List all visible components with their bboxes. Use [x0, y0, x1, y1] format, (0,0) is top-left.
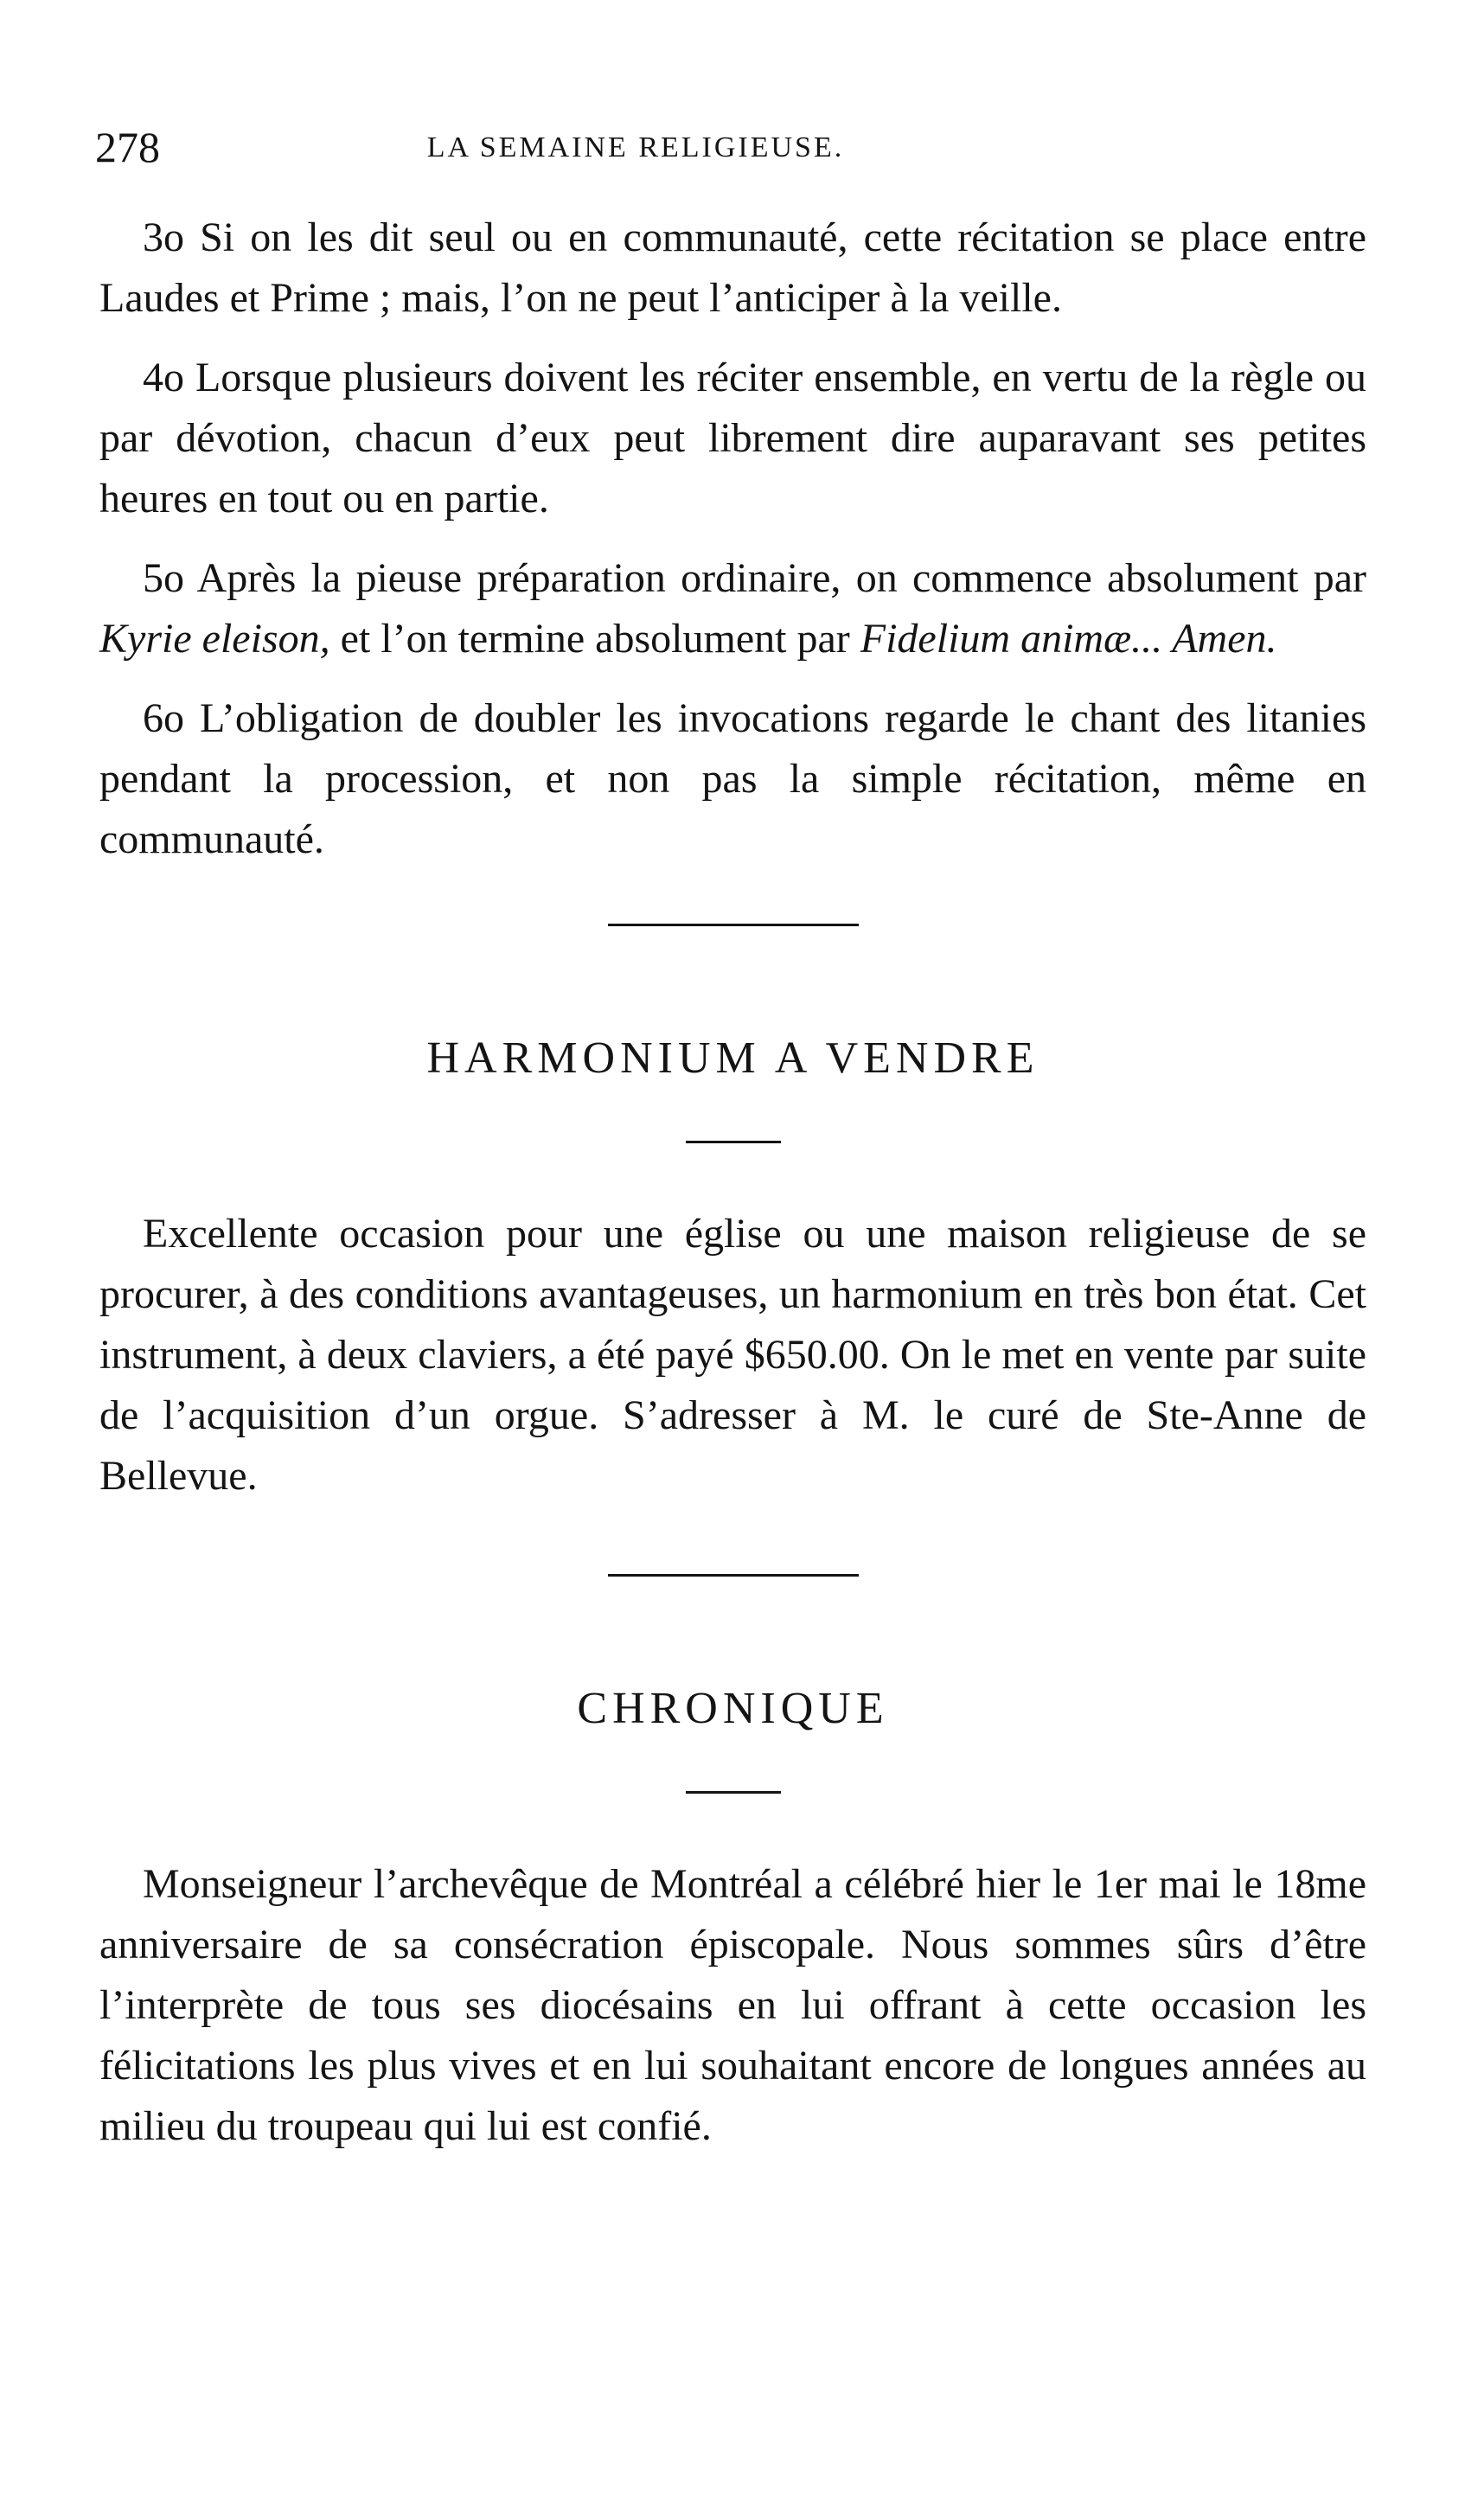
page-content — [99, 208, 1366, 2176]
paragraph: 6o L’obligation de doubler les invocations regarde le chant des litanies pendant la procession, et non pas la simple récitation, même en communauté. — [99, 695, 1366, 862]
rule-5 — [99, 548, 1366, 669]
paragraph: Monseigneur l’archevêque de Montréal a célébré hier le 1er mai le 18me anniversaire de sa consécration épiscopale. Nous sommes sûrs d’être l’interprète de tous ses diocésains en lui offrant à cette occasion les félicitations les plus vives et en lui souhaitant encore de longues années au milieu du troupeau qui lui est confié. — [99, 1861, 1366, 2149]
section-title-chronique: CHRONIQUE — [577, 1684, 889, 1733]
running-title: LA SEMAINE RELIGIEUSE. — [426, 131, 845, 163]
rule-3 — [99, 208, 1366, 329]
title-underline — [686, 1141, 781, 1143]
page-number: 278 — [95, 123, 160, 171]
page-header — [95, 121, 1366, 182]
text-run: et l’on termine absolument par — [329, 616, 860, 662]
section-title-harmonium: HARMONIUM A VENDRE — [426, 1033, 1039, 1083]
section-divider — [608, 924, 859, 926]
italic-latin-phrase: Fidelium animæ... Amen. — [860, 616, 1277, 662]
italic-latin-phrase: Kyrie eleison, — [99, 616, 330, 662]
paragraph: Excellente occasion pour une église ou une maison religieuse de se procurer, à des conditions avantageuses, un harmonium en très bon état. Cet instrument, à deux claviers, a été payé $650.00. On le met en vente par suite de l’acquisition d’un orgue. S’adresser à M. le curé de Ste-Anne de Bellevue. — [99, 1211, 1366, 1499]
title-underline — [686, 1791, 781, 1794]
paragraph: 4o Lorsque plusieurs doivent les réciter ensemble, en vertu de la règle ou par dévotion, chacun d’eux peut librement dire auparavant ses petites heures en tout ou en partie. — [99, 355, 1366, 521]
harmonium-notice — [99, 1204, 1366, 1507]
rule-6 — [99, 688, 1366, 870]
paragraph: 3o Si on les dit seul ou en communauté, cette récitation se place entre Laudes et Prime ; mais, l’on ne peut l’anticiper à la veille. — [99, 214, 1366, 321]
section-divider — [608, 1574, 859, 1577]
text-run: 5o Après la pieuse préparation ordinaire, on commence absolument par — [143, 555, 1366, 601]
rule-4 — [99, 348, 1366, 529]
chronique-text — [99, 1854, 1366, 2157]
paragraph — [99, 548, 1366, 669]
